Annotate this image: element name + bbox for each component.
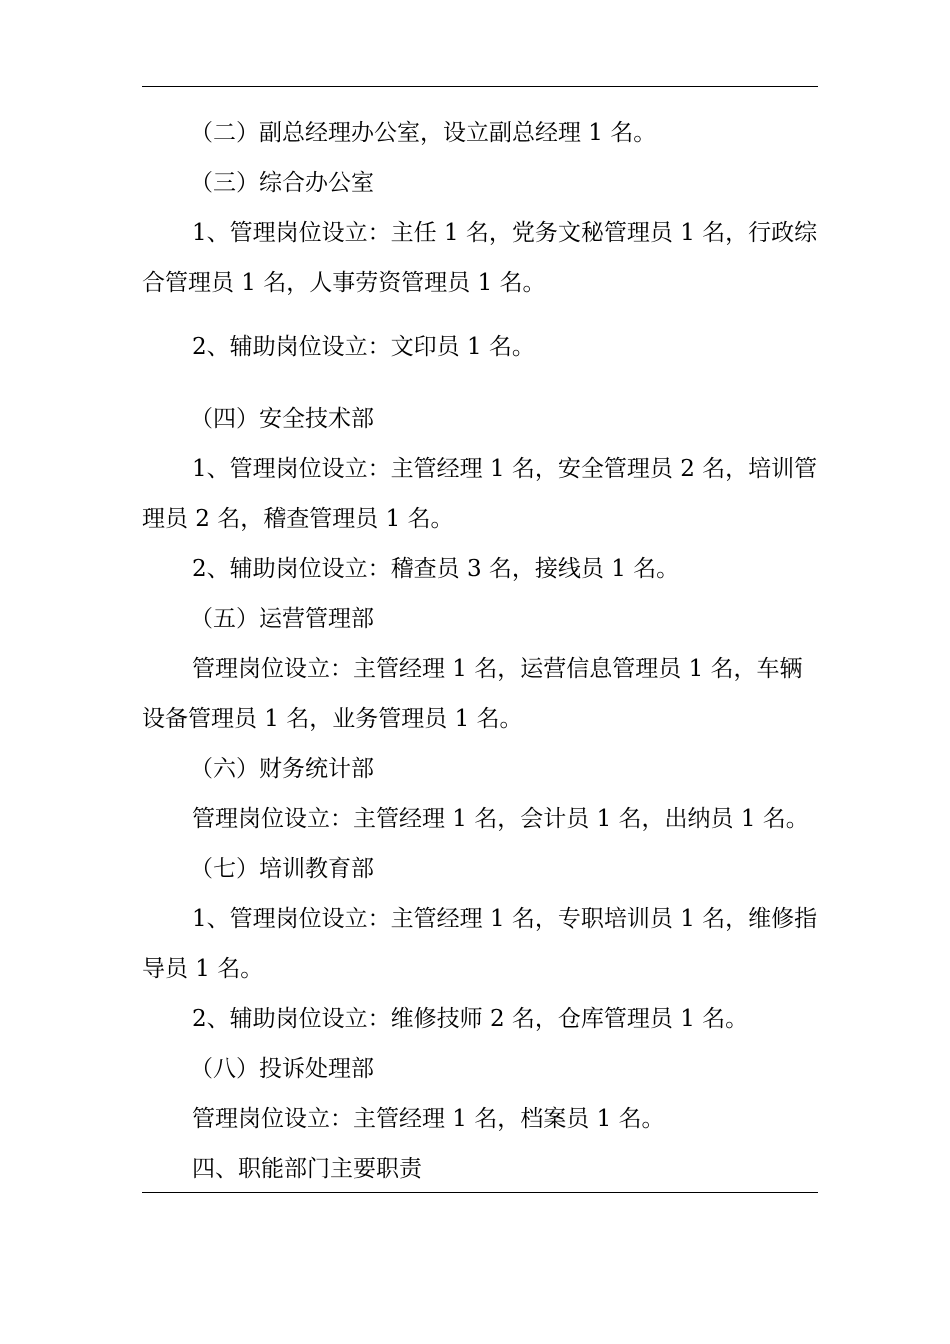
safety-auxiliary-posts: 2、辅助岗位设立：稽查员 3 名，接线员 1 名。: [192, 556, 680, 582]
heading-operations-dept: （五）运营管理部: [190, 606, 374, 632]
general-office-management-posts: 1、管理岗位设立：主任 1 名，党务文秘管理员 1 名，行政综合管理员 1 名，人事劳资管理员 1 名。: [142, 220, 818, 296]
heading-safety-tech-dept: （四）安全技术部: [190, 406, 374, 432]
training-auxiliary-posts: 2、辅助岗位设立：维修技师 2 名，仓库管理员 1 名。: [192, 1006, 749, 1032]
complaints-management-posts: 管理岗位设立：主管经理 1 名，档案员 1 名。: [192, 1106, 665, 1132]
finance-management-posts: 管理岗位设立：主管经理 1 名，会计员 1 名，出纳员 1 名。: [192, 806, 809, 832]
heading-training-dept: （七）培训教育部: [190, 856, 374, 882]
training-management-posts: 1、管理岗位设立：主管经理 1 名，专职培训员 1 名，维修指导员 1 名。: [142, 906, 818, 982]
header-rule: [142, 86, 818, 87]
spacer: [142, 308, 818, 322]
document-body: [142, 108, 818, 1194]
footer-rule: [142, 1192, 818, 1193]
heading-complaints-dept: （八）投诉处理部: [190, 1056, 374, 1082]
operations-management-posts: 管理岗位设立：主管经理 1 名，运营信息管理员 1 名，车辆设备管理员 1 名，业务管理员 1 名。: [142, 656, 803, 732]
safety-management-posts: 1、管理岗位设立：主管经理 1 名，安全管理员 2 名，培训管理员 2 名，稽查管理员 1 名。: [142, 456, 818, 532]
spacer: [142, 372, 818, 394]
section-deputy-office: （二）副总经理办公室，设立副总经理 1 名。: [190, 120, 657, 146]
heading-general-office: （三）综合办公室: [190, 170, 374, 196]
general-office-auxiliary-posts: 2、辅助岗位设立：文印员 1 名。: [192, 334, 535, 360]
heading-finance-dept: （六）财务统计部: [190, 756, 374, 782]
heading-department-duties: 四、职能部门主要职责: [192, 1156, 422, 1182]
